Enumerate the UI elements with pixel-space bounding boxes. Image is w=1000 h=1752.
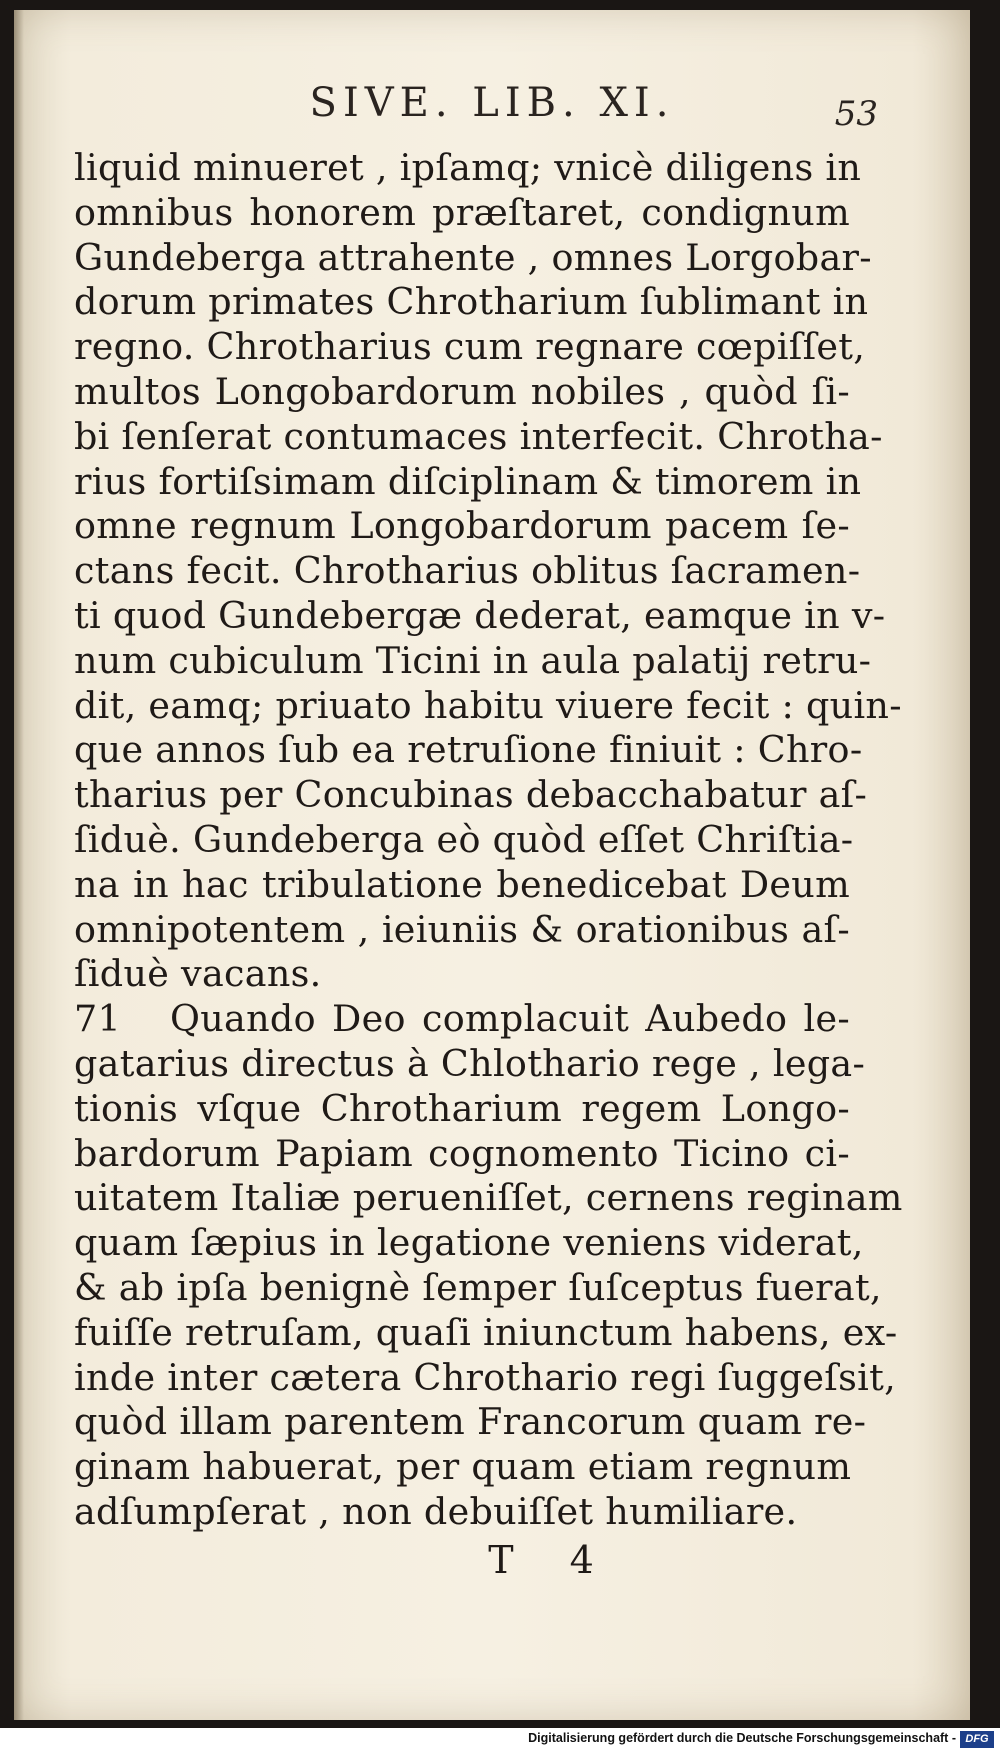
book-page (14, 10, 970, 1720)
text-line: ctans fecit. Chrotharius oblitus ſacramen- (74, 549, 861, 593)
text-line: uitatem Italiæ perueniſſet, cernens reginam (74, 1176, 903, 1220)
chapter-number: 71 (74, 997, 122, 1041)
text-line: dit, eamq; priuato habitu viuere fecit : quin- (74, 683, 902, 727)
text-line: que annos ſub ea retruſione finiuit : Chro- (74, 728, 863, 772)
text-line: bi ſenſerat contumaces interfecit. Chrotha- (74, 414, 883, 458)
text-line: na in hac tribulatione benedicebat Deum (74, 862, 850, 906)
text-line: tharius per Concubinas debacchabatur aſ- (74, 773, 868, 817)
text-line: rius fortiſsimam diſciplinam & timorem in (74, 459, 862, 503)
dfg-logo-icon: DFG (960, 1731, 994, 1748)
text-block (74, 146, 903, 1535)
text-line: adſumpſerat , non debuiſſet humiliare. (74, 1489, 798, 1533)
text-line: ti quod Gundebergæ dederat, eamque in v- (74, 593, 886, 637)
running-head (14, 80, 970, 140)
text-line: fuiſſe retruſam, quaſi iniunctum habens, ex- (74, 1310, 898, 1354)
footer-bar (0, 1728, 1000, 1752)
text-line: regno. Chrotharius cum regnare cœpiſſet, (74, 325, 866, 369)
funding-credit: Digitalisierung gefördert durch die Deutsche Forschungsgemeinschaft - (528, 1731, 956, 1745)
text-line: & ab ipſa benignè ſemper ſuſceptus fuerat, (74, 1265, 882, 1309)
running-title: SIVE. LIB. XI. (309, 80, 675, 126)
text-line: dorum primates Chrotharium ſublimant in (74, 280, 869, 324)
text-line: omnipotentem , ieiuniis & orationibus aſ- (74, 907, 850, 951)
text-line: omne regnum Longobardorum pacem ſe- (74, 504, 850, 548)
chapter-line-text: Quando Deo complacuit Aubedo le- (170, 997, 850, 1041)
chapter-first-line (74, 997, 850, 1042)
text-line: tionis vſque Chrotharium regem Longo- (74, 1086, 850, 1130)
text-line: ſiduè. Gundeberga eò quòd eſſet Chriſtia- (74, 817, 854, 861)
text-line: multos Longobardorum nobiles , quòd ſi- (74, 369, 850, 413)
text-line: bardorum Papiam cognomento Ticino ci- (74, 1131, 850, 1175)
signature-mark: T 4 (488, 1538, 616, 1582)
text-line: ſiduè vacans. (74, 952, 322, 996)
text-line: Gundeberga attrahente , omnes Lorgobar- (74, 235, 872, 279)
text-line: liquid minueret , ipſamq; vnicè diligens in (74, 146, 862, 189)
text-line: inde inter cætera Chrothario regi ſuggeſsit, (74, 1355, 896, 1399)
text-line: num cubiculum Ticini in aula palatij retru- (74, 638, 872, 682)
text-line: quam ſæpius in legatione veniens viderat, (74, 1221, 864, 1265)
text-line: ginam habuerat, per quam etiam regnum (74, 1445, 852, 1489)
text-line: quòd illam parentem Francorum quam re- (74, 1400, 867, 1444)
text-line: gatarius directus à Chlothario rege , lega- (74, 1041, 866, 1085)
page-number: 53 (834, 94, 878, 134)
text-line: omnibus honorem præſtaret, condignum (74, 190, 850, 234)
